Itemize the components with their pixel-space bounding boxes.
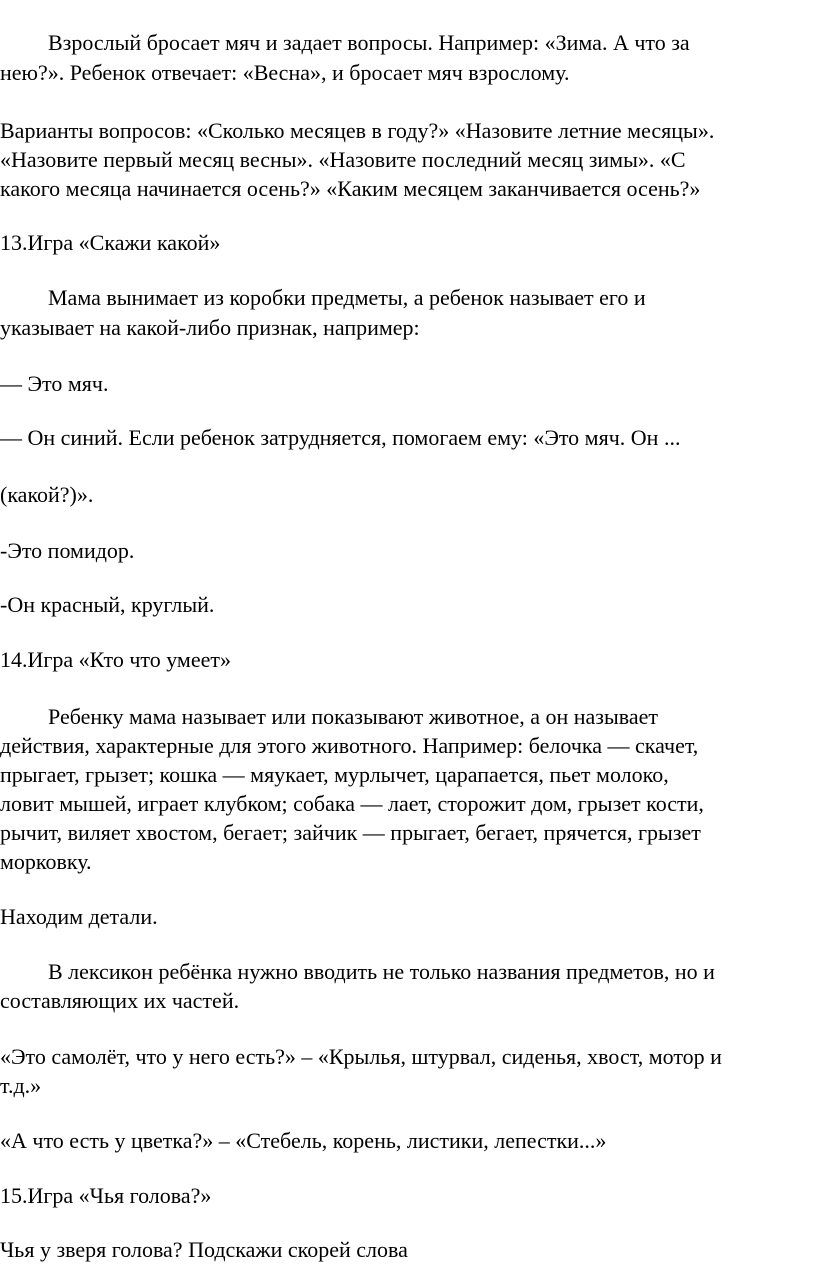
section-heading: 13.Игра «Скажи какой» — [0, 230, 221, 255]
paragraph-line: указывает на какой-либо признак, например: — [0, 315, 420, 340]
paragraph-line: какого месяца начинается осень?» «Каким месяцем заканчивается осень?» — [0, 176, 701, 201]
paragraph-line: нею?». Ребенок отвечает: «Весна», и бросает мяч взрослому. — [0, 60, 570, 85]
dialogue-line: -Он красный, круглый. — [0, 592, 215, 617]
paragraph-line: «А что есть у цветка?» – «Стебель, корень, листики, лепестки...» — [0, 1128, 607, 1153]
paragraph-line: действия, характерные для этого животного. Например: белочка — скачет, — [0, 733, 699, 758]
paragraph-line: прыгает, грызет; кошка — мяукает, мурлычет, царапается, пьет молоко, — [0, 762, 669, 787]
section-heading: Находим детали. — [0, 904, 158, 929]
dialogue-line: — Это мяч. — [0, 371, 109, 396]
paragraph-line: «Это самолёт, что у него есть?» – «Крылья, штурвал, сиденья, хвост, мотор и — [0, 1044, 722, 1069]
dialogue-line: (какой?)». — [0, 482, 94, 507]
paragraph-line: Взрослый бросает мяч и задает вопросы. Например: «Зима. А что за — [48, 30, 690, 55]
section-heading: 14.Игра «Кто что умеет» — [0, 647, 231, 672]
paragraph-line: Ребенку мама называет или показывают животное, а он называет — [48, 704, 658, 729]
paragraph-line: «Назовите первый месяц весны». «Назовите последний месяц зимы». «С — [0, 147, 686, 172]
paragraph-line: Чья у зверя голова? Подскажи скорей слова — [0, 1237, 408, 1262]
paragraph-line: В лексикон ребёнка нужно вводить не только названия предметов, но и — [48, 959, 715, 984]
paragraph-line: составляющих их частей. — [0, 988, 240, 1013]
paragraph-line: Варианты вопросов: «Сколько месяцев в году?» «Назовите летние месяцы». — [0, 118, 715, 143]
paragraph-line: морковку. — [0, 849, 92, 874]
paragraph-line: ловит мышей, играет клубком; собака — лает, сторожит дом, грызет кости, — [0, 791, 704, 816]
section-heading: 15.Игра «Чья голова?» — [0, 1183, 212, 1208]
paragraph-line: Мама вынимает из коробки предметы, а ребенок называет его и — [48, 285, 646, 310]
paragraph-line: рычит, виляет хвостом, бегает; зайчик — прыгает, бегает, прячется, грызет — [0, 820, 701, 845]
paragraph-line: т.д.» — [0, 1073, 42, 1098]
dialogue-line: -Это помидор. — [0, 538, 135, 563]
dialogue-line: — Он синий. Если ребенок затрудняется, помогаем ему: «Это мяч. Он ... — [0, 425, 681, 450]
